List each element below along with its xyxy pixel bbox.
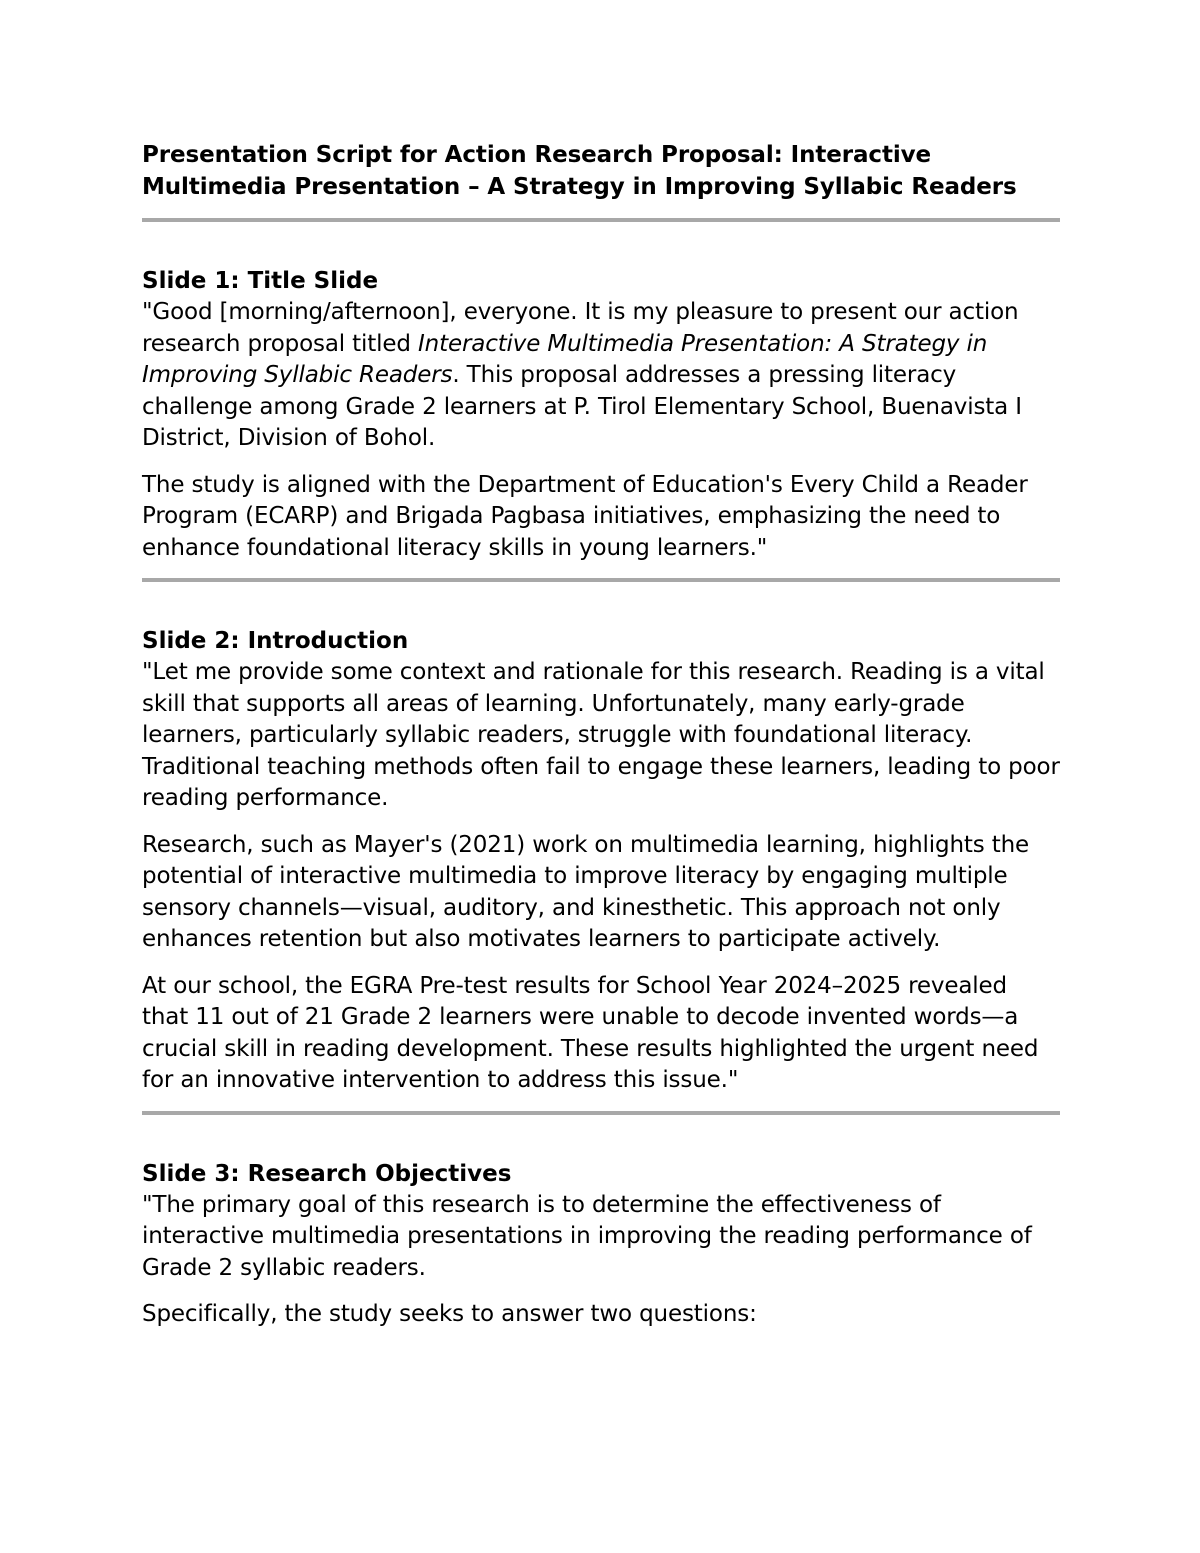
slide-2-paragraph-1: "Let me provide some context and rationale for this research. Reading is a vital skill that supports all areas of learning. Unfortunately, many early-grade learners, particularly syllabic readers, struggle with foundational literacy. Traditional teaching methods often fail to engage these learners, leading to poor reading performance. — [142, 659, 1060, 811]
horizontal-divider — [142, 578, 1060, 582]
document-title-line-2: Multimedia Presentation – A Strategy in Improving Syllabic Readers — [142, 174, 1017, 200]
proposal-title-italic: Interactive Multimedia Presentation: A Strategy in Improving Syllabic Readers — [142, 330, 988, 388]
slide-3-paragraph-1: "The primary goal of this research is to determine the effectiveness of interactive multimedia presentations in improving the reading performance of Grade 2 syllabic readers. — [142, 1191, 1032, 1281]
horizontal-divider — [142, 218, 1060, 222]
slide-2-paragraph-2: Research, such as Mayer's (2021) work on multimedia learning, highlights the potential of interactive multimedia to improve literacy by engaging multiple sensory channels—visual, auditory, and kinesthetic. This approach not only enhances retention but also motivates learners to participate actively. — [142, 831, 1030, 952]
paragraph-text: "Good [morning/afternoon], everyone. It is my pleasure to present our action research proposal titled — [142, 299, 1019, 357]
section-heading: Slide 3: Research Objectives — [142, 1160, 512, 1187]
paragraph-text: . This proposal addresses a pressing literacy challenge among Grade 2 learners at P. Tirol Elementary School, Buenavista I District, Division of Bohol. — [142, 362, 1022, 451]
slide-2-section — [142, 626, 1060, 1097]
document-title — [142, 139, 1060, 203]
section-heading: Slide 1: Title Slide — [142, 268, 379, 294]
slide-1-paragraph-2: The study is aligned with the Department of Education's Every Child a Reader Program (ECARP) and Brigada Pagbasa initiatives, emphasizing the need to enhance foundational literacy skills in young learners." — [142, 471, 1028, 561]
document-title-line-1: Presentation Script for Action Research Proposal: Interactive — [142, 142, 932, 168]
document-body — [142, 139, 1060, 1331]
slide-1-section — [142, 266, 1060, 564]
horizontal-divider — [142, 1111, 1060, 1115]
slide-3-section — [142, 1159, 1060, 1331]
slide-2-paragraph-3: At our school, the EGRA Pre-test results for School Year 2024–2025 revealed that 11 out of 21 Grade 2 learners were unable to decode invented words—a crucial skill in reading development. These results highlighted the urgent need for an innovative intervention to address this issue." — [142, 972, 1039, 1093]
section-heading: Slide 2: Introduction — [142, 628, 409, 654]
slide-3-paragraph-2: Specifically, the study seeks to answer two questions: — [142, 1301, 757, 1327]
slide-1-paragraph-1 — [142, 297, 1060, 455]
